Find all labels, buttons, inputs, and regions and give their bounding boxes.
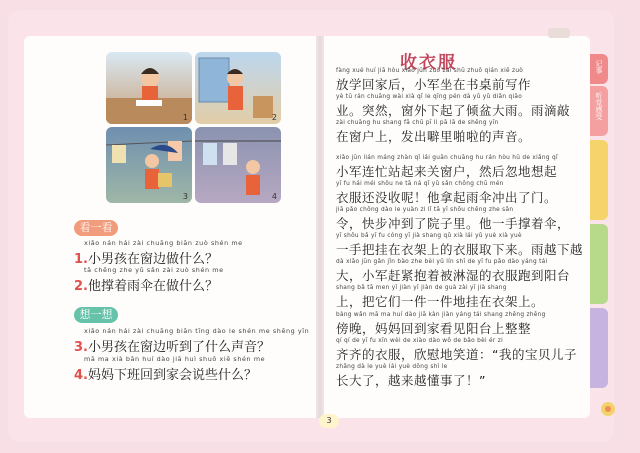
story-pinyin: shang bǎ tā men yī jiàn yī jiàn de guà zài yī jià shang (336, 285, 507, 291)
illustration-number: 2 (271, 113, 277, 122)
story-pinyin: yī fu hái méi shōu ne tā ná qǐ yǔ sǎn chōng chū mén (336, 181, 504, 187)
story-text: 一手把挂在衣架上的衣服取下来。雨越下越 (336, 242, 584, 257)
boy-collecting-clothes-icon (106, 127, 192, 203)
illustration-number: 4 (271, 192, 277, 201)
story-pinyin: dà xiǎo jūn gǎn jǐn bào zhe bèi yǔ lín shī de yī fu pǎo dào yáng tái (336, 259, 548, 265)
story-line (336, 364, 586, 389)
story-pinyin: qí qí de yī fu xīn wèi de xiào dào wǒ de bǎo bèi ér zi (336, 338, 503, 344)
story-line (336, 68, 586, 93)
story-pinyin: xiǎo jūn lián máng zhàn qǐ lái guān chuāng hu rán hòu hū de xiǎng qǐ (336, 155, 558, 161)
boy-writing-icon (106, 52, 192, 124)
story-text: 上，把它们一件一件地挂在衣架上。 (336, 294, 545, 309)
story-text: 业。突然，窗外下起了倾盆大雨。雨滴敲 (336, 103, 571, 118)
tab-hearing[interactable] (590, 86, 608, 136)
question-number: 4. (74, 368, 88, 383)
story-text: 大，小军赶紧抱着被淋湿的衣服跑到阳台 (336, 268, 571, 283)
illustration-3 (106, 127, 192, 203)
question-2 (74, 266, 310, 294)
question-pinyin: xiǎo nán hái zài chuāng biān tīng dào le shén me shēng yīn (84, 327, 310, 335)
tab-record[interactable] (590, 54, 608, 84)
question-text: 小男孩在窗边做什么？ (87, 252, 218, 267)
story-text: 在窗户上，发出噼里啪啦的声音。 (336, 129, 532, 144)
story-pinyin: bàng wǎn mā ma huí dào jiā kàn jiàn yáng tái shang zhěng zhěng (336, 312, 546, 318)
story-line (336, 207, 586, 232)
story-line (336, 94, 586, 119)
tab-yellow[interactable] (590, 140, 608, 220)
illustration-number: 3 (182, 192, 188, 201)
question-pinyin: tā chēng zhe yǔ sǎn zài zuò shén me (84, 266, 224, 274)
clip-icon (548, 28, 570, 38)
question-4 (74, 355, 310, 383)
tab-green[interactable] (590, 224, 608, 304)
story-text: 齐齐的衣服，欣慰地笑道：“我的宝贝儿子 (336, 347, 577, 362)
question-number: 1. (74, 252, 88, 267)
section-look-heading: 看一看 (74, 220, 118, 236)
question-3 (74, 327, 310, 355)
story-line (336, 312, 586, 337)
story-text: 傍晚，妈妈回到家看见阳台上整整 (336, 321, 532, 336)
story-text: 小军连忙站起来关窗户，然后忽地想起 (336, 164, 558, 179)
story-pinyin: fàng xué huí jiā hòu xiǎo jūn zuò zài shū zhuō qián xiě zuò (336, 68, 524, 74)
page-number: 3 (319, 414, 339, 428)
question-text: 小男孩在窗边听到了什么声音？ (87, 340, 270, 355)
story-line (336, 181, 586, 206)
question-1 (74, 239, 310, 267)
story-pinyin: jiā pǎo chōng dào le yuàn zi lǐ tā yī shǒu chēng zhe sǎn (336, 207, 514, 213)
story-line (336, 155, 586, 180)
book-spine (316, 36, 324, 418)
boy-hanging-clothes-icon (195, 127, 281, 203)
tab-purple[interactable] (590, 308, 608, 388)
story-line (336, 233, 586, 258)
illustration-2 (195, 52, 281, 124)
question-number: 2. (74, 279, 88, 294)
illustration-1 (106, 52, 192, 124)
story-pinyin: yī shǒu bǎ yī fu cóng yī jià shang qǔ xià lái yǔ yuè xià yuè (336, 233, 522, 239)
illustration-4 (195, 127, 281, 203)
story-line (336, 338, 586, 363)
question-text: 妈妈下班回到家会说些什么？ (87, 368, 257, 383)
story-line (336, 120, 586, 145)
story-text: 放学回家后，小军坐在书桌前写作 (336, 77, 532, 92)
section-think-heading: 想一想 (74, 307, 118, 323)
question-number: 3. (74, 340, 88, 355)
story-line (336, 259, 586, 284)
story-text: 长大了，越来越懂事了！” (336, 373, 486, 388)
boy-at-window-icon (195, 52, 281, 124)
story-pinyin: zài chuāng hu shang fā chū pī li pā lā de shēng yīn (336, 120, 499, 126)
tab-label: 记事 (595, 60, 603, 74)
story-text: 衣服还没收呢！他拿起雨伞冲出了门。 (336, 190, 558, 205)
tab-label: 听觉感受 (595, 92, 603, 120)
story-title: 收衣服 (400, 53, 457, 73)
question-pinyin: xiǎo nán hái zài chuāng biān zuò shén me (84, 239, 243, 247)
story-line (336, 285, 586, 310)
story-pinyin: yè tū rán chuāng wài xià qǐ le qīng pén dà yǔ yǔ diǎn qiāo (336, 94, 523, 100)
question-text: 他撑着雨伞在做什么？ (87, 279, 218, 294)
flower-icon (601, 402, 615, 416)
story-pinyin: zhǎng dà le yuè lái yuè dǒng shì le (336, 364, 448, 370)
story-text: 令，快步冲到了院子里。他一手撑着伞， (336, 216, 571, 231)
illustration-number: 1 (182, 113, 188, 122)
question-pinyin: mā ma xià bān huí dào jiā huì shuō xiē shén me (84, 355, 266, 363)
